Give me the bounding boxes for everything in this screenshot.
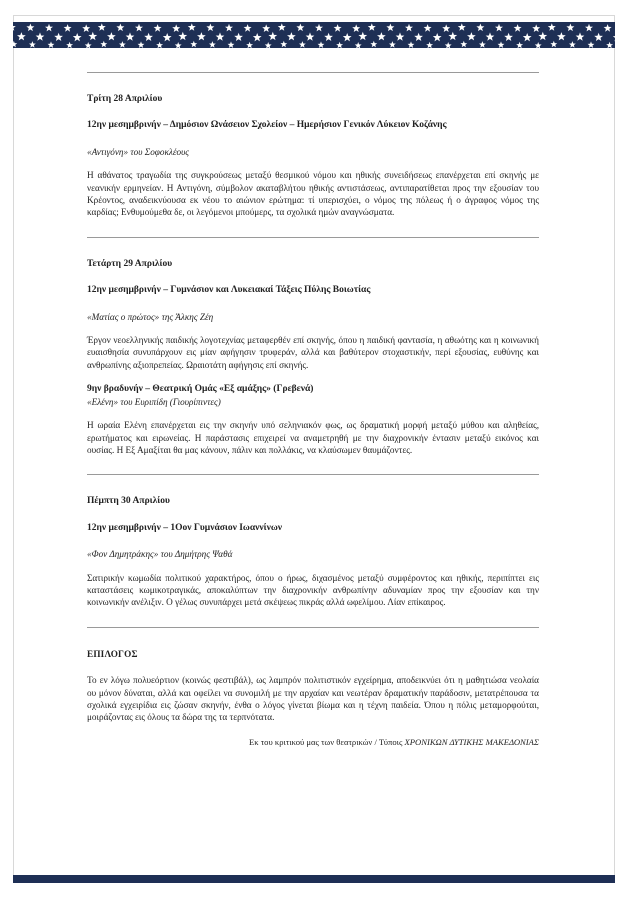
day-heading-tuesday: Τρίτη 28 Απριλίου [87,94,163,104]
play-title: «Αντιγόνη» του Σοφοκλέους [87,146,190,157]
signature-source: ΧΡΟΝΙΚΩΝ ΔΥΤΙΚΗΣ ΜΑΚΕΔΟΝΙΑΣ [404,736,539,747]
epilogue-heading: ΕΠΙΛΟΓΟΣ [87,648,138,659]
play-title: «Ματίας ο πρώτος» της Άλκης Ζέη [87,311,214,322]
document-body [87,72,539,748]
play-title: «Φον Δημητράκης» του Δημήτρης Ψαθά [87,549,233,560]
event-description: Σατιρικήν κωμωδία πολιτικού χαρακτήρος, όπου ο ήρως, διχασμένος μεταξύ συμφέροντος και ηθικής, περιπίπτει εις καταστάσεις κωμικοτραγικάς, αποκαλύπτων την διαχρονικήν ανθρωπίνην αδυναμίαν προς την εξουσίαν και την κοινωνικήν ανέλιξιν. Ο γέλως συνυπάρχει μετά σκέψεως πικράς αλλά ωφελίμου. Λίαν επίκαιρος. [87,572,539,608]
star-pattern-banner [13,22,615,48]
star-banner-icon [13,22,615,48]
event-title: 12ην μεσημβρινήν – Δημόσιον Ωνάσειον Σχολείον – Ημερήσιον Γενικόν Λύκειον Κοζάνης [87,120,447,131]
event-title: 9ην βραδυνήν – Θεατρική Ομάς «Εξ αμάξης» (Γρεβενά) [87,384,314,395]
signature-prefix: Εκ του κριτικού μας των θεατρικών / Τύποις [249,736,405,747]
event-description: Έργον νεοελληνικής παιδικής λογοτεχνίας μεταφερθέν επί σκηνής, όπου η παιδική φαντασία, η αθωότης και η κοινωνική ευαισθησία συνυπάρχουν εις μίαν αφήγησιν τρυφεράν, αλλά και βαθύτερον στοχαστικήν, περί εξουσίας, ευθύνης και ανθρωπίνης αξιοπρεπείας. Ωραιοτάτη αφήγησις επί σκηνής. [87,335,539,370]
event-title: 12ην μεσημβρινήν – 1Oον Γυμνάσιον Ιωαννίνων [87,522,283,533]
event-title: 12ην μεσημβρινήν – Γυμνάσιον και Λυκειακαί Τάξεις Πύλης Βοιωτίας [87,285,371,296]
footer-band [13,875,615,883]
day-heading-thursday: Πέμπτη 30 Απριλίου [87,496,170,507]
epilogue-text: Το εν λόγω πολυεόρτιον (κοινώς φεστιβάλ), ως λαμπρόν πολιτιστικόν εγχείρημα, αποδεικνύει ότι η μαθητιώσα νεολαία ου μόνον δύναται, αλλά και οφείλει να συνομιλή με την αρχαίαν και νεωτέραν δραματικήν παράδοσιν, μετατρέπουσα τα σχολικά εγχειρίδια εις ζώσαν σκηνήν, ένθα ο λόγος γίνεται βίωμα και η τέχνη παιδεία. Όπου η πόλις μεταμορφούται, μοιράζοντας εις όλους τα δώρα της τα τερπνότατα. [87,675,539,723]
event-description: Η αθάνατος τραγωδία της συγκρούσεως μεταξύ θεσμικού νόμου και ηθικής συνειδήσεως επανέρχεται επί σκηνής με νεανικήν ερμηνείαν. Η Αντιγόνη, σύμβολον ακαταβλήτου ηθικής αντιστάσεως, αντιπαρατίθεται προς την εξουσίαν του Κρέοντος, αναδεικνύουσα εκ νέου το αιώνιον ερώτημα: τί υπερισχύει, ο νόμος της πόλεως ή ο άγραφος νόμος της καρδίας; Ενθυμούμεθα δε, οι λεγόμενοι μπούμερς, τα σχολικά ημών αναγνώσματα. [87,170,539,218]
play-title: «Ελένη» του Ευριπίδη (Γιουρίπιντες) [87,396,221,407]
event-description: Η ωραία Ελένη επανέρχεται εις την σκηνήν υπό σεληνιακόν φως, ως δραματική μορφή μεταξύ μύθου και αληθείας, ερωτήματος και ειρωνείας. Η παράστασις επιχειρεί να αναμετρηθή με την διαχρονικήν έντασιν μεταξύ εικόνος και ουσίας. Η Εξ Αμαξίται θα μας κάνουν, πάλιν και πολλάκις, να κλαύσωμεν θαυμάζοντες. [87,420,539,455]
day-heading-wednesday: Τετάρτη 29 Απριλίου [87,258,173,269]
author-signature [87,736,539,748]
